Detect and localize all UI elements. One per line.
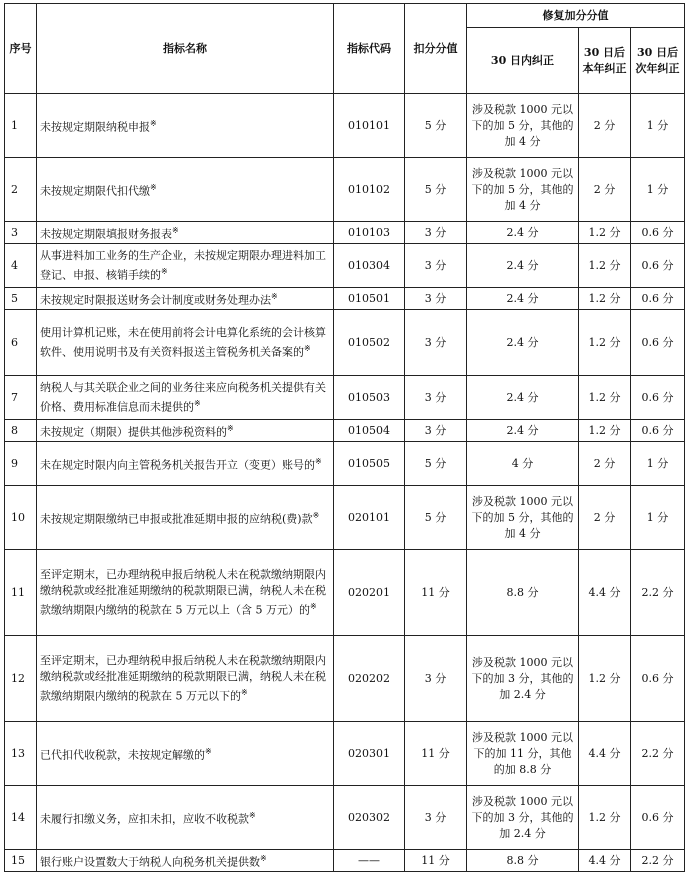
within30-cell bbox=[467, 420, 579, 442]
deduct-text: 11 分 bbox=[421, 853, 450, 867]
code-cell bbox=[334, 486, 405, 550]
deduct-text: 5 分 bbox=[424, 510, 447, 524]
next-year-cell bbox=[631, 288, 685, 310]
within30-cell bbox=[467, 722, 579, 786]
within30-cell bbox=[467, 442, 579, 486]
name-cell bbox=[37, 636, 334, 722]
name-cell bbox=[37, 94, 334, 158]
next-year-text: 0.6 分 bbox=[641, 671, 674, 685]
note-mark: ※ bbox=[161, 266, 168, 276]
within30-text: 涉及税款 1000 元以下的加 5 分，其他的加 4 分 bbox=[471, 102, 574, 148]
code-text: 020202 bbox=[348, 671, 390, 685]
seq-cell bbox=[5, 722, 37, 786]
seq-cell bbox=[5, 636, 37, 722]
deduct-cell bbox=[405, 486, 467, 550]
next-year-cell bbox=[631, 94, 685, 158]
code-text: 020301 bbox=[348, 746, 390, 760]
within30-text: 涉及税款 1000 元以下的加 11 分，其他的加 8.8 分 bbox=[472, 730, 573, 776]
code-text: 020302 bbox=[348, 810, 390, 824]
this-year-cell bbox=[579, 550, 631, 636]
this-year-text: 1.2 分 bbox=[588, 423, 621, 437]
table-row bbox=[5, 376, 685, 420]
next-year-cell bbox=[631, 486, 685, 550]
seq-cell bbox=[5, 376, 37, 420]
next-year-text: 0.6 分 bbox=[641, 291, 674, 305]
seq-cell bbox=[5, 288, 37, 310]
this-year-cell bbox=[579, 288, 631, 310]
next-year-cell bbox=[631, 722, 685, 786]
code-cell bbox=[334, 288, 405, 310]
note-mark: ※ bbox=[271, 291, 278, 301]
within30-cell bbox=[467, 94, 579, 158]
name-text: 使用计算机记账，未在使用前将会计电算化系统的会计核算软件、使用说明书及有关资料报送主管税务机关备案的 bbox=[40, 325, 326, 359]
within30-text: 2.4 分 bbox=[506, 258, 539, 272]
within30-cell bbox=[467, 310, 579, 376]
code-text: 010102 bbox=[348, 182, 390, 196]
seq-cell bbox=[5, 420, 37, 442]
deduct-cell bbox=[405, 158, 467, 222]
code-cell bbox=[334, 310, 405, 376]
seq-text: 6 bbox=[11, 335, 18, 349]
table-row bbox=[5, 636, 685, 722]
seq-cell bbox=[5, 786, 37, 850]
seq-text: 3 bbox=[11, 225, 18, 239]
seq-text: 9 bbox=[11, 456, 18, 470]
deduct-text: 11 分 bbox=[421, 585, 450, 599]
this-year-cell bbox=[579, 850, 631, 872]
code-text: 020101 bbox=[348, 510, 390, 524]
note-mark: ※ bbox=[249, 810, 256, 820]
seq-text: 2 bbox=[11, 182, 18, 196]
deduct-cell bbox=[405, 550, 467, 636]
name-text: 已代扣代收税款，未按规定解缴的 bbox=[40, 748, 205, 762]
name-text: 纳税人与其关联企业之间的业务往来应向税务机关提供有关价格、费用标准信息而未提供的 bbox=[40, 380, 326, 414]
header-deduct: 扣分分值 bbox=[405, 4, 467, 94]
name-cell bbox=[37, 722, 334, 786]
this-year-text: 4.4 分 bbox=[588, 585, 621, 599]
deduct-text: 3 分 bbox=[424, 258, 447, 272]
note-mark: ※ bbox=[194, 398, 201, 408]
code-text: 010103 bbox=[348, 225, 390, 239]
name-cell bbox=[37, 222, 334, 244]
within30-cell bbox=[467, 850, 579, 872]
seq-cell bbox=[5, 310, 37, 376]
name-text: 未履行扣缴义务，应扣未扣，应收不收税款 bbox=[40, 812, 249, 826]
table-row bbox=[5, 786, 685, 850]
this-year-cell bbox=[579, 158, 631, 222]
within30-text: 4 分 bbox=[511, 456, 534, 470]
name-text: 至评定期末，已办理纳税申报后纳税人未在税款缴纳期限内缴纳税款或经批准延期缴纳的税款期限已满，纳税人未在税款缴纳期限内缴纳的税款在 5 万元以上（含 5 万元）的 bbox=[40, 567, 326, 617]
within30-cell bbox=[467, 486, 579, 550]
deduct-cell bbox=[405, 722, 467, 786]
seq-cell bbox=[5, 442, 37, 486]
note-mark: ※ bbox=[309, 601, 317, 611]
seq-text: 4 bbox=[11, 258, 18, 272]
deduct-text: 3 分 bbox=[424, 225, 447, 239]
next-year-cell bbox=[631, 786, 685, 850]
code-cell bbox=[334, 222, 405, 244]
note-mark: ※ bbox=[315, 456, 322, 466]
note-mark: ※ bbox=[260, 853, 267, 863]
next-year-text: 1 分 bbox=[646, 456, 669, 470]
within30-text: 2.4 分 bbox=[506, 423, 539, 437]
header-after30-this-year: 30 日后本年纠正 bbox=[579, 28, 631, 94]
note-mark: ※ bbox=[172, 225, 179, 235]
within30-text: 8.8 分 bbox=[506, 853, 539, 867]
next-year-cell bbox=[631, 442, 685, 486]
this-year-text: 1.2 分 bbox=[588, 225, 621, 239]
deduct-text: 3 分 bbox=[424, 291, 447, 305]
code-text: 020201 bbox=[348, 585, 390, 599]
deduct-text: 5 分 bbox=[424, 182, 447, 196]
code-cell bbox=[334, 636, 405, 722]
deduct-text: 3 分 bbox=[424, 390, 447, 404]
next-year-cell bbox=[631, 158, 685, 222]
name-cell bbox=[37, 288, 334, 310]
this-year-cell bbox=[579, 636, 631, 722]
next-year-text: 2.2 分 bbox=[641, 585, 674, 599]
name-text: 未按规定期限填报财务报表 bbox=[40, 227, 172, 241]
within30-cell bbox=[467, 636, 579, 722]
within30-cell bbox=[467, 786, 579, 850]
name-text: 从事进料加工业务的生产企业，未按规定期限办理进料加工登记、申报、核销手续的 bbox=[40, 248, 326, 282]
code-text: 010304 bbox=[348, 258, 390, 272]
within30-text: 8.8 分 bbox=[506, 585, 539, 599]
name-text: 未按规定期限缴纳已申报或批准延期申报的应纳税(费)款 bbox=[40, 512, 313, 526]
within30-cell bbox=[467, 376, 579, 420]
seq-cell bbox=[5, 158, 37, 222]
next-year-text: 0.6 分 bbox=[641, 258, 674, 272]
code-cell bbox=[334, 244, 405, 288]
header-name: 指标名称 bbox=[37, 4, 334, 94]
name-cell bbox=[37, 310, 334, 376]
table-row bbox=[5, 94, 685, 158]
next-year-text: 1 分 bbox=[646, 182, 669, 196]
next-year-cell bbox=[631, 850, 685, 872]
this-year-cell bbox=[579, 94, 631, 158]
within30-text: 2.4 分 bbox=[506, 225, 539, 239]
next-year-text: 0.6 分 bbox=[641, 335, 674, 349]
seq-cell bbox=[5, 244, 37, 288]
table-row bbox=[5, 722, 685, 786]
next-year-text: 2.2 分 bbox=[641, 853, 674, 867]
within30-text: 2.4 分 bbox=[506, 335, 539, 349]
next-year-cell bbox=[631, 550, 685, 636]
this-year-text: 4.4 分 bbox=[588, 746, 621, 760]
within30-text: 2.4 分 bbox=[506, 291, 539, 305]
table-row bbox=[5, 850, 685, 872]
deduct-cell bbox=[405, 420, 467, 442]
next-year-cell bbox=[631, 636, 685, 722]
deduct-text: 3 分 bbox=[424, 671, 447, 685]
seq-text: 11 bbox=[11, 585, 25, 599]
name-cell bbox=[37, 376, 334, 420]
table-row bbox=[5, 244, 685, 288]
name-cell bbox=[37, 550, 334, 636]
this-year-text: 1.2 分 bbox=[588, 335, 621, 349]
name-cell bbox=[37, 420, 334, 442]
header-code: 指标代码 bbox=[334, 4, 405, 94]
this-year-text: 1.2 分 bbox=[588, 671, 621, 685]
this-year-cell bbox=[579, 310, 631, 376]
next-year-cell bbox=[631, 420, 685, 442]
name-cell bbox=[37, 850, 334, 872]
seq-cell bbox=[5, 222, 37, 244]
this-year-text: 2 分 bbox=[593, 118, 616, 132]
code-cell bbox=[334, 442, 405, 486]
note-mark: ※ bbox=[304, 343, 311, 353]
note-mark: ※ bbox=[227, 423, 234, 433]
code-text: —— bbox=[358, 853, 380, 867]
this-year-text: 2 分 bbox=[593, 456, 616, 470]
header-within30: 30 日内纠正 bbox=[467, 28, 579, 94]
name-cell bbox=[37, 786, 334, 850]
this-year-text: 4.4 分 bbox=[588, 853, 621, 867]
next-year-cell bbox=[631, 310, 685, 376]
table-row bbox=[5, 486, 685, 550]
code-cell bbox=[334, 94, 405, 158]
deduct-cell bbox=[405, 442, 467, 486]
this-year-text: 1.2 分 bbox=[588, 291, 621, 305]
name-cell bbox=[37, 158, 334, 222]
deduct-cell bbox=[405, 310, 467, 376]
deduct-text: 11 分 bbox=[421, 746, 450, 760]
within30-cell bbox=[467, 244, 579, 288]
code-text: 010503 bbox=[348, 390, 390, 404]
code-text: 010502 bbox=[348, 335, 390, 349]
table-row bbox=[5, 288, 685, 310]
this-year-cell bbox=[579, 786, 631, 850]
deduct-text: 3 分 bbox=[424, 810, 447, 824]
deduct-text: 5 分 bbox=[424, 118, 447, 132]
within30-text: 涉及税款 1000 元以下的加 3 分，其他的加 2.4 分 bbox=[471, 655, 574, 701]
code-cell bbox=[334, 850, 405, 872]
deduct-cell bbox=[405, 222, 467, 244]
this-year-cell bbox=[579, 486, 631, 550]
seq-cell bbox=[5, 94, 37, 158]
within30-text: 涉及税款 1000 元以下的加 5 分，其他的加 4 分 bbox=[471, 494, 574, 540]
deduct-cell bbox=[405, 786, 467, 850]
within30-cell bbox=[467, 550, 579, 636]
next-year-text: 0.6 分 bbox=[641, 225, 674, 239]
code-text: 010505 bbox=[348, 456, 390, 470]
note-mark: ※ bbox=[205, 746, 212, 756]
seq-text: 5 bbox=[11, 291, 18, 305]
seq-text: 15 bbox=[11, 853, 25, 867]
table-row bbox=[5, 442, 685, 486]
name-text: 银行账户设置数大于纳税人向税务机关提供数 bbox=[40, 855, 260, 869]
this-year-cell bbox=[579, 222, 631, 244]
code-cell bbox=[334, 550, 405, 636]
next-year-text: 2.2 分 bbox=[641, 746, 674, 760]
next-year-cell bbox=[631, 244, 685, 288]
within30-cell bbox=[467, 222, 579, 244]
this-year-text: 1.2 分 bbox=[588, 390, 621, 404]
next-year-text: 0.6 分 bbox=[641, 423, 674, 437]
seq-cell bbox=[5, 486, 37, 550]
next-year-cell bbox=[631, 376, 685, 420]
this-year-cell bbox=[579, 376, 631, 420]
seq-text: 10 bbox=[11, 510, 25, 524]
table-row bbox=[5, 310, 685, 376]
within30-cell bbox=[467, 288, 579, 310]
this-year-cell bbox=[579, 722, 631, 786]
seq-cell bbox=[5, 550, 37, 636]
code-cell bbox=[334, 158, 405, 222]
code-text: 010504 bbox=[348, 423, 390, 437]
this-year-cell bbox=[579, 244, 631, 288]
note-mark: ※ bbox=[241, 687, 248, 697]
seq-text: 1 bbox=[11, 118, 18, 132]
code-cell bbox=[334, 722, 405, 786]
seq-text: 12 bbox=[11, 671, 25, 685]
deduct-text: 3 分 bbox=[424, 423, 447, 437]
table-row bbox=[5, 158, 685, 222]
table-row bbox=[5, 222, 685, 244]
code-text: 010501 bbox=[348, 291, 390, 305]
seq-cell bbox=[5, 850, 37, 872]
next-year-cell bbox=[631, 222, 685, 244]
name-text: 至评定期末，已办理纳税申报后纳税人未在税款缴纳期限内缴纳税款或经批准延期缴纳的税款期限已满，纳税人未在税款缴纳期限内缴纳的税款在 5 万元以下的 bbox=[40, 653, 326, 703]
header-next-year: 30 日后次年纠正 bbox=[631, 28, 685, 94]
next-year-text: 1 分 bbox=[646, 510, 669, 524]
within30-cell bbox=[467, 158, 579, 222]
seq-text: 7 bbox=[11, 390, 18, 404]
note-mark: ※ bbox=[312, 510, 320, 520]
code-cell bbox=[334, 786, 405, 850]
code-cell bbox=[334, 420, 405, 442]
this-year-text: 1.2 分 bbox=[588, 810, 621, 824]
name-text: 未按规定期限纳税申报 bbox=[40, 120, 150, 134]
next-year-text: 0.6 分 bbox=[641, 390, 674, 404]
code-text: 010101 bbox=[348, 118, 390, 132]
deduct-cell bbox=[405, 244, 467, 288]
code-cell bbox=[334, 376, 405, 420]
indicator-table bbox=[4, 3, 685, 872]
this-year-text: 2 分 bbox=[593, 182, 616, 196]
header-repair-group: 修复加分分值 bbox=[467, 4, 685, 28]
deduct-cell bbox=[405, 850, 467, 872]
note-mark: ※ bbox=[150, 182, 157, 192]
name-cell bbox=[37, 244, 334, 288]
deduct-cell bbox=[405, 636, 467, 722]
seq-text: 13 bbox=[11, 746, 25, 760]
deduct-cell bbox=[405, 376, 467, 420]
name-text: 未按规定时限报送财务会计制度或财务处理办法 bbox=[40, 293, 271, 307]
this-year-text: 2 分 bbox=[593, 510, 616, 524]
within30-text: 涉及税款 1000 元以下的加 3 分，其他的加 2.4 分 bbox=[471, 794, 574, 840]
table-row bbox=[5, 420, 685, 442]
table-row bbox=[5, 550, 685, 636]
seq-text: 14 bbox=[11, 810, 25, 824]
name-cell bbox=[37, 486, 334, 550]
within30-text: 涉及税款 1000 元以下的加 5 分，其他的加 4 分 bbox=[471, 166, 574, 212]
seq-text: 8 bbox=[11, 423, 18, 437]
name-text: 未在规定时限内向主管税务机关报告开立（变更）账号的 bbox=[40, 458, 315, 472]
note-mark: ※ bbox=[150, 118, 157, 128]
within30-text: 2.4 分 bbox=[506, 390, 539, 404]
deduct-text: 3 分 bbox=[424, 335, 447, 349]
this-year-text: 1.2 分 bbox=[588, 258, 621, 272]
deduct-text: 5 分 bbox=[424, 456, 447, 470]
next-year-text: 0.6 分 bbox=[641, 810, 674, 824]
this-year-cell bbox=[579, 442, 631, 486]
header-seq: 序号 bbox=[5, 4, 37, 94]
this-year-cell bbox=[579, 420, 631, 442]
name-cell bbox=[37, 442, 334, 486]
name-text: 未按规定（期限）提供其他涉税资料的 bbox=[40, 425, 227, 439]
next-year-text: 1 分 bbox=[646, 118, 669, 132]
deduct-cell bbox=[405, 288, 467, 310]
deduct-cell bbox=[405, 94, 467, 158]
name-text: 未按规定期限代扣代缴 bbox=[40, 184, 150, 198]
